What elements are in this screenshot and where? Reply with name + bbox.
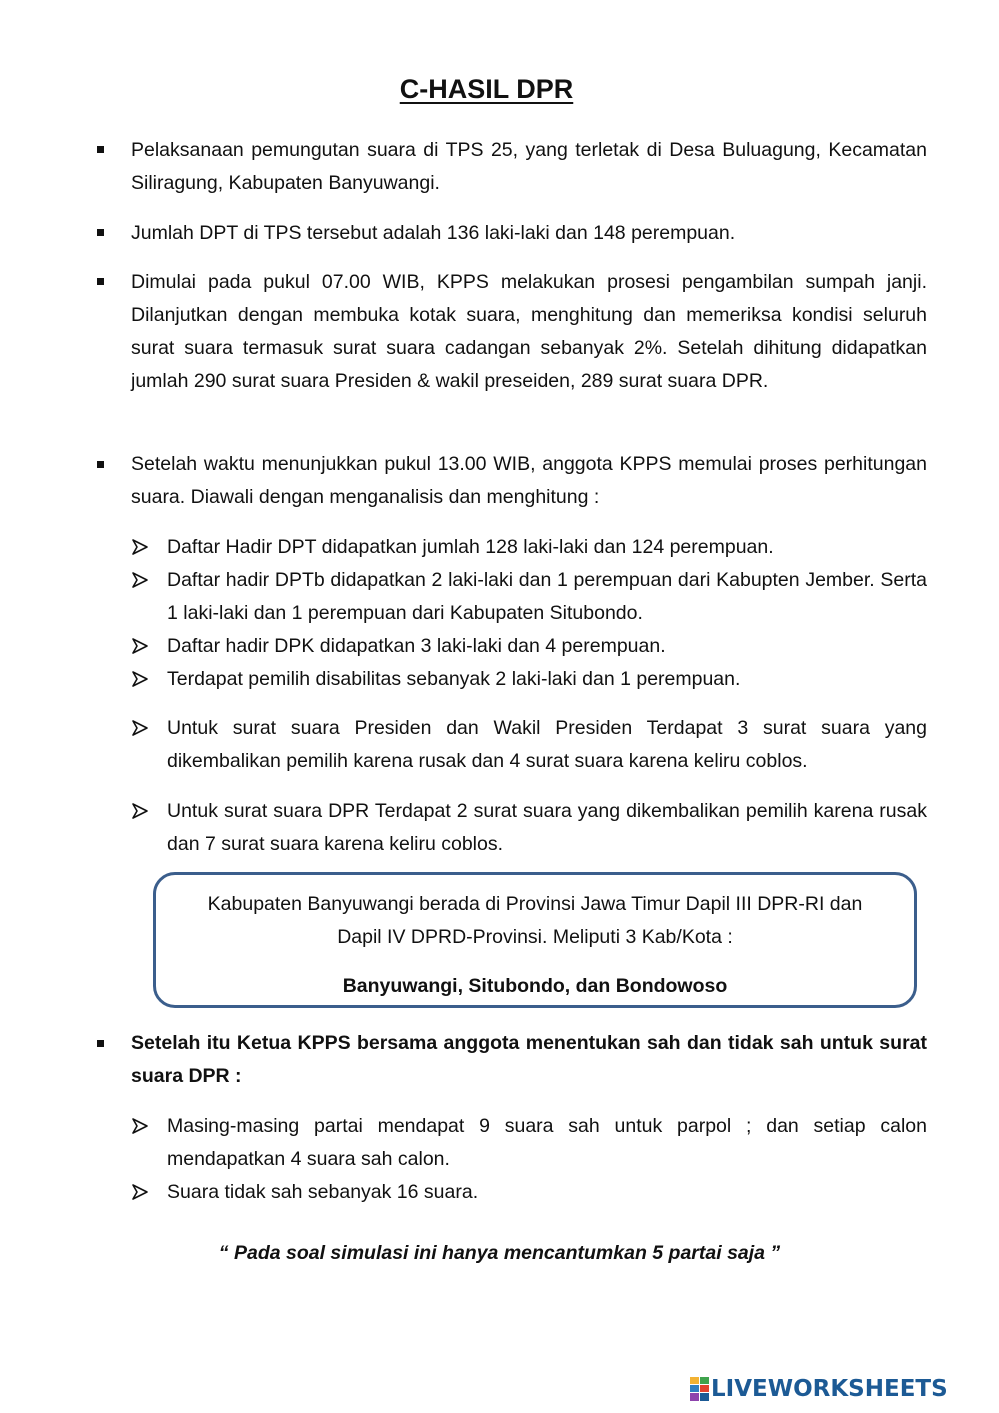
bullet-item: Dimulai pada pukul 07.00 WIB, KPPS melakukan prosesi pengambilan sumpah janji. Dilanjutkan dengan membuka kotak suara, menghitung dan memeriksa kondisi seluruh surat suara termasuk surat suara cadangan sebanyak 2%. Setelah dihitung didapatkan jumlah 290 surat suara Presiden & wakil preseiden, 289 surat suara DPR.: [131, 271, 927, 392]
info-box-line: Kabupaten Banyuwangi berada di Provinsi Jawa Timur Dapil III DPR-RI dan: [207, 893, 863, 915]
info-box-line: Dapil IV DPRD-Provinsi. Meliputi 3 Kab/Kota :: [337, 926, 733, 948]
bullet-square-icon: [97, 278, 104, 285]
bullet-item: Pelaksanaan pemungutan suara di TPS 25, yang terletak di Desa Buluagung, Kecamatan Siliragung, Kabupaten Banyuwangi.: [131, 139, 927, 194]
sub-list-item: Suara tidak sah sebanyak 16 suara.: [167, 1181, 479, 1203]
arrow-bullet-icon: [131, 719, 149, 737]
sub-list-item: Daftar hadir DPK didapatkan 3 laki-laki dan 4 perempuan.: [167, 635, 666, 657]
arrow-bullet-icon: [131, 670, 149, 688]
sub-list-item: Untuk surat suara DPR Terdapat 2 surat suara yang dikembalikan pemilih karena rusak dan 7 surat suara karena keliru coblos.: [167, 800, 927, 855]
closing-note: “ Pada soal simulasi ini hanya mencantumkan 5 partai saja ”: [218, 1242, 781, 1264]
bullet-square-icon: [97, 1040, 104, 1047]
sub-list-item: Terdapat pemilih disabilitas sebanyak 2 laki-laki dan 1 perempuan.: [167, 668, 741, 690]
sub-list-item: Masing-masing partai mendapat 9 suara sah untuk parpol ; dan setiap calon mendapatkan 4 suara sah calon.: [167, 1115, 927, 1170]
bullet-square-icon: [97, 146, 104, 153]
bullet-square-icon: [97, 461, 104, 468]
arrow-bullet-icon: [131, 571, 149, 589]
bullet-item: Jumlah DPT di TPS tersebut adalah 136 laki-laki dan 148 perempuan.: [131, 222, 736, 244]
liveworksheets-logo-icon: [690, 1377, 709, 1401]
sub-list-item: Daftar Hadir DPT didapatkan jumlah 128 laki-laki dan 124 perempuan.: [167, 536, 774, 558]
info-box: [153, 872, 917, 1008]
bullet-square-icon: [97, 229, 104, 236]
page-title: C-HASIL DPR: [399, 74, 574, 104]
info-box-highlight: Banyuwangi, Situbondo, dan Bondowoso: [342, 975, 728, 997]
arrow-bullet-icon: [131, 802, 149, 820]
liveworksheets-logo: [690, 1375, 948, 1403]
sub-list-item: Daftar hadir DPTb didapatkan 2 laki-laki dan 1 perempuan dari Kabupten Jember. Serta 1 laki-laki dan 1 perempuan dari Kabupaten Situbondo.: [167, 569, 927, 624]
arrow-bullet-icon: [131, 1183, 149, 1201]
liveworksheets-logo-text: LIVEWORKSHEETS: [711, 1376, 948, 1402]
arrow-bullet-icon: [131, 538, 149, 556]
arrow-bullet-icon: [131, 637, 149, 655]
arrow-bullet-icon: [131, 1117, 149, 1135]
bullet-item-bold: Setelah itu Ketua KPPS bersama anggota menentukan sah dan tidak sah untuk surat suara DPR :: [131, 1032, 927, 1087]
sub-list-item: Untuk surat suara Presiden dan Wakil Presiden Terdapat 3 surat suara yang dikembalikan pemilih karena rusak dan 4 surat suara karena keliru coblos.: [167, 717, 927, 772]
bullet-item: Setelah waktu menunjukkan pukul 13.00 WIB, anggota KPPS memulai proses perhitungan suara. Diawali dengan menganalisis dan menghitung :: [131, 453, 927, 508]
